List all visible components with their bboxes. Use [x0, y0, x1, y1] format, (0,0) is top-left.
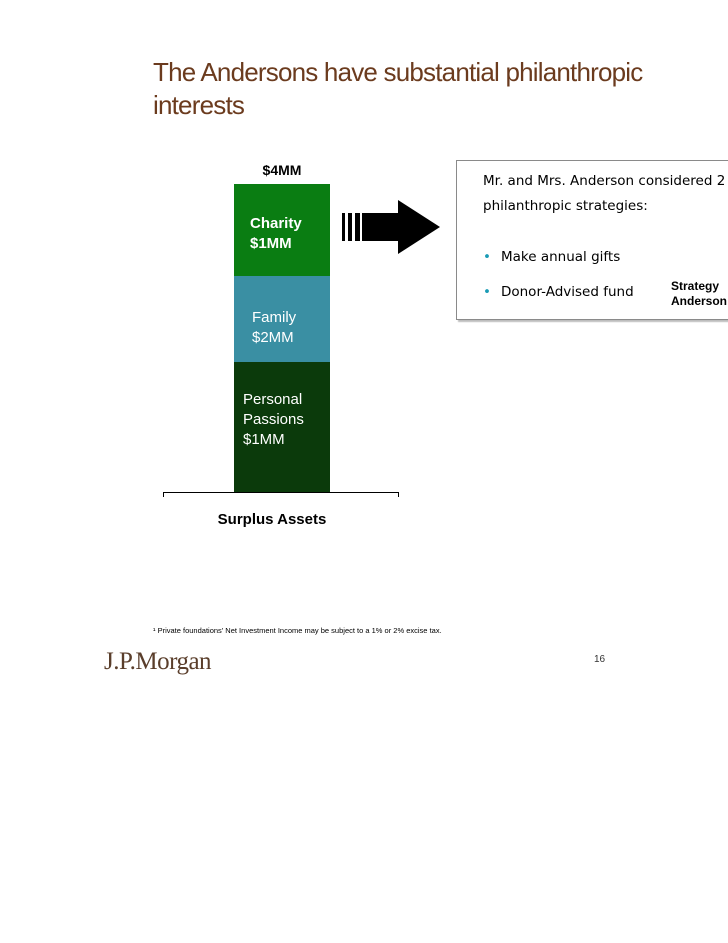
- family-label-value: $2MM: [252, 329, 294, 346]
- x-axis-line: [163, 492, 399, 493]
- slide-title-line-2: interests: [153, 90, 245, 120]
- segment-label-personal-passions: [243, 390, 304, 450]
- right-arrow-icon: [342, 200, 442, 256]
- strategy-item-annual-gifts: Make annual gifts: [500, 249, 621, 265]
- bullet-dot-icon: •: [483, 284, 491, 300]
- personal-label-line-2: Passions: [243, 411, 304, 428]
- callout-line-1: Mr. and Mrs. Anderson considered 2: [483, 173, 726, 189]
- list-item: [483, 245, 728, 270]
- bullet-dot-icon: •: [483, 249, 491, 265]
- slide-title: [153, 56, 728, 122]
- bar-total-label: $4MM: [262, 162, 302, 178]
- slide-title-line-1: The Andersons have substantial philanthropic: [153, 57, 643, 87]
- charity-label-value: $1MM: [250, 235, 292, 252]
- charity-label-name: Charity: [250, 215, 302, 232]
- x-axis-category-label: Surplus Assets: [217, 511, 327, 528]
- family-label-name: Family: [252, 309, 297, 326]
- personal-label-value: $1MM: [243, 431, 285, 448]
- segment-label-family: [252, 308, 296, 348]
- strategy-item-donor-advised-fund: Donor-Advised fund: [500, 284, 634, 300]
- bar-segment-charity: [234, 184, 330, 276]
- x-axis-tick-left: [163, 492, 164, 497]
- page-number: 16: [594, 654, 606, 665]
- segment-label-charity: [250, 214, 302, 254]
- jpmorgan-logo: J.P.Morgan: [104, 648, 212, 675]
- bar-segment-family: [234, 276, 330, 362]
- bar-segment-personal-passions: [234, 362, 330, 492]
- footnote: ¹ Private foundations' Net Investment Income may be subject to a 1% or 2% excise tax.: [153, 626, 442, 635]
- strategy-side-label: [671, 279, 727, 309]
- x-axis-tick-right: [398, 492, 399, 497]
- personal-label-line-1: Personal: [243, 391, 303, 408]
- side-label-line-2: Anderson: [671, 294, 728, 308]
- side-label-line-1: Strategy: [671, 279, 720, 293]
- callout-line-2: philanthropic strategies:: [483, 198, 648, 214]
